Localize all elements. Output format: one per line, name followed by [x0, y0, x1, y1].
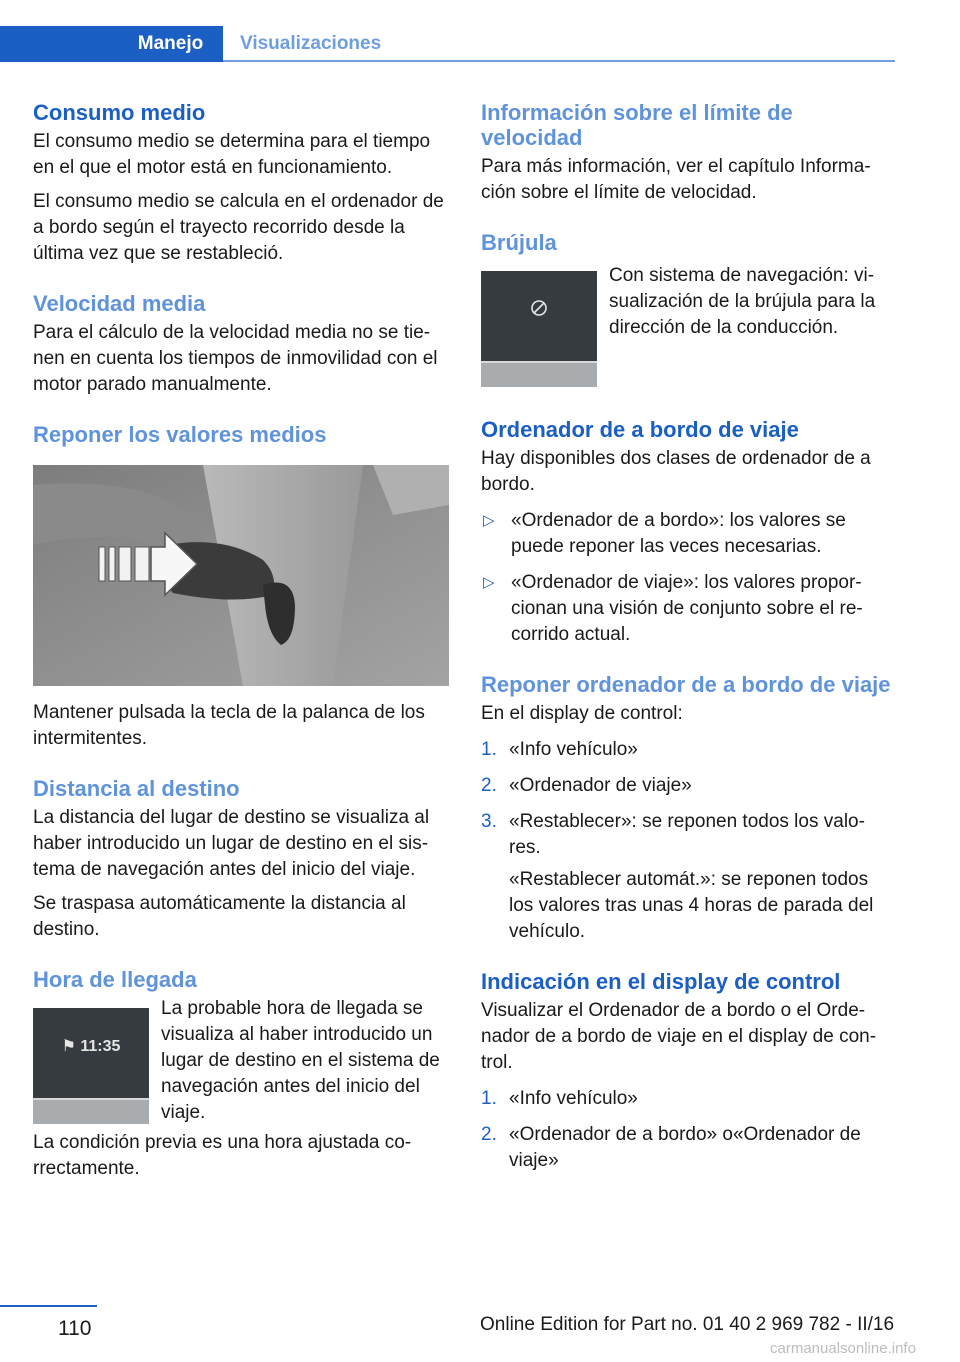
compass-block	[481, 263, 891, 387]
heading-reponer-valores: Reponer los valores medios	[33, 422, 327, 447]
paragraph: Hay disponibles dos clases de ordenador de a bordo.	[481, 448, 871, 495]
list-item: 1. «Info vehículo»	[481, 1088, 638, 1109]
edition-note: Online Edition for Part no. 01 40 2 969 782 - II/16	[480, 1314, 895, 1335]
compass-display-image	[481, 271, 597, 387]
lever-illustration	[33, 465, 449, 686]
steps-list	[481, 737, 891, 861]
paragraph: El consumo medio se calcula en el ordenador de a bordo según el trayecto recorrido desde la última vez que se restableció.	[33, 191, 444, 264]
arrival-time-readout: 11:35	[80, 1038, 121, 1055]
heading-hora-llegada: Hora de llegada	[33, 967, 197, 992]
step-continuation: «Restablecer automát.»: se reponen todos los valores tras unas 4 horas de parada del vehículo.	[509, 869, 874, 942]
paragraph: Para el cálculo de la velocidad media no se tie‐nen en cuenta los tiempos de inmovilidad con el motor parado manualmente.	[33, 322, 438, 395]
paragraph: La condición previa es una hora ajustada co‐rrectamente.	[33, 1132, 412, 1179]
paragraph: La distancia del lugar de destino se visualiza al haber introducido un lugar de destino en el sis‐tema de navegación antes del inicio del viaje.	[33, 807, 430, 880]
tab-visualizaciones[interactable]: Visualizaciones	[240, 33, 382, 54]
heading-consumo-medio: Consumo medio	[33, 100, 206, 125]
arrival-time-display-image	[33, 1008, 149, 1124]
paragraph: Visualizar el Ordenador de a bordo o el Orde‐nador de a bordo de viaje en el display de con‐trol.	[481, 1000, 877, 1073]
compass-icon	[481, 299, 597, 322]
bullet-list	[481, 508, 891, 648]
turn-signal-lever-image	[33, 465, 449, 686]
header-bar	[0, 26, 118, 62]
arrival-time-block	[33, 996, 449, 1126]
paragraph: Con sistema de navegación: vi‐sualización de la brújula para la dirección de la conducción.	[609, 265, 876, 338]
list-item: 2. «Ordenador de viaje»	[481, 775, 692, 796]
steps-list	[481, 1086, 891, 1174]
heading-brujula: Brújula	[481, 230, 557, 255]
paragraph: Para más información, ver el capítulo Informa‐ción sobre el límite de velocidad.	[481, 156, 871, 203]
image-caption: Mantener pulsada la tecla de la palanca de los intermitentes.	[33, 702, 425, 749]
page-number: 110	[58, 1317, 92, 1340]
watermark: carmanualsonline.info	[770, 1340, 916, 1357]
heading-limite-velocidad: Información sobre el límite de velocidad	[481, 100, 793, 150]
footer-rule	[0, 1305, 97, 1307]
list-item: 1. «Info vehículo»	[481, 739, 638, 760]
paragraph: El consumo medio se determina para el tiempo en el que el motor está en funcionamiento.	[33, 131, 431, 178]
heading-reponer-ordenador: Reponer ordenador de a bordo de viaje	[481, 672, 891, 697]
triangle-bullet-icon: ▷	[483, 512, 495, 529]
tab-manejo[interactable]: Manejo	[118, 26, 223, 62]
arrival-flag-icon: ⚑ 11:35	[61, 1038, 121, 1055]
heading-velocidad-media: Velocidad media	[33, 291, 206, 316]
list-item: ▷ «Ordenador de viaje»: los valores propor‐cionan una visión de conjunto sobre el re‐corrido actual.	[481, 570, 891, 648]
paragraph: La probable hora de llegada se visualiza al haber introducido un lugar de destino en el sistema de navegación antes del inicio del viaje.	[161, 998, 440, 1123]
paragraph: En el display de control:	[481, 703, 683, 724]
list-item: 2. «Ordenador de a bordo» o«Ordenador de viaje»	[481, 1124, 861, 1171]
right-column	[481, 100, 891, 1174]
header-rule	[223, 60, 895, 62]
heading-indicacion-display: Indicación en el display de control	[481, 969, 841, 994]
left-column	[33, 100, 449, 1182]
triangle-bullet-icon: ▷	[483, 574, 495, 591]
heading-ordenador-viaje: Ordenador de a bordo de viaje	[481, 417, 799, 442]
list-item: ▷ «Ordenador de a bordo»: los valores se puede reponer las veces necesarias.	[481, 508, 891, 560]
list-item: 3. «Restablecer»: se reponen todos los valo‐res.	[481, 811, 865, 858]
paragraph: Se traspasa automáticamente la distancia al destino.	[33, 893, 406, 940]
heading-distancia-destino: Distancia al destino	[33, 776, 240, 801]
